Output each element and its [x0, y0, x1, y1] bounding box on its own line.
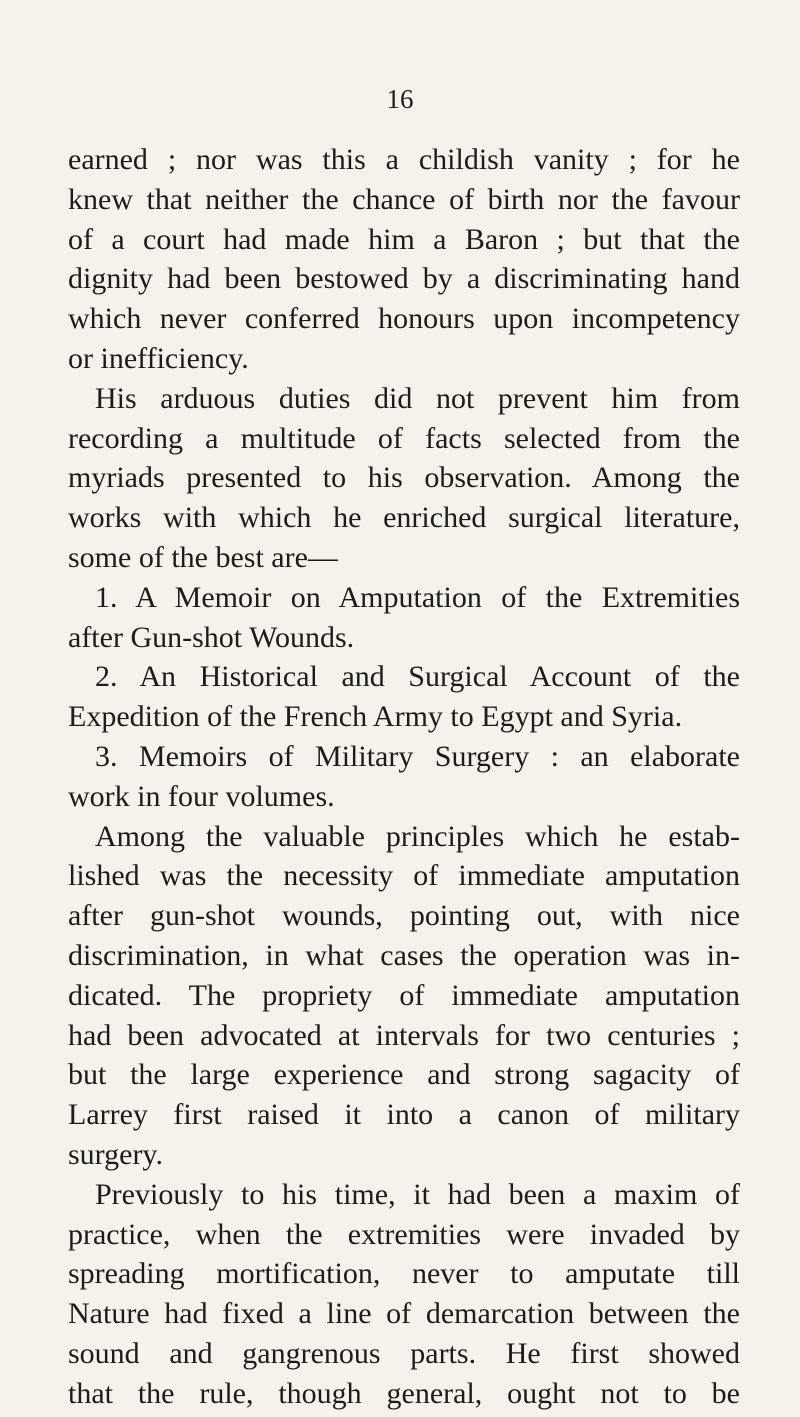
text-line: Larrey first raised it into a canon of military: [68, 1098, 740, 1132]
paragraph: [68, 578, 740, 658]
text-line: had been advocated at intervals for two centuries ;: [68, 1018, 740, 1052]
text-line: sound and gangrenous parts. He first showed: [68, 1336, 740, 1370]
text-line: discrimination, in what cases the operation was in-: [68, 938, 740, 972]
body-text: [68, 140, 740, 1414]
text-line: after Gun-shot Wounds.: [68, 620, 355, 654]
page-number: 16: [386, 84, 414, 114]
paragraph: [68, 737, 740, 817]
text-line: 2. An Historical and Surgical Account of the: [95, 660, 740, 694]
text-line: Previously to his time, it had been a maxim of: [95, 1177, 740, 1211]
text-line: Expedition of the French Army to Egypt and Syria.: [68, 700, 683, 734]
text-line: dicated. The propriety of immediate amputation: [68, 978, 740, 1012]
text-line: works with which he enriched surgical literature,: [68, 501, 740, 535]
text-line: some of the best are—: [68, 540, 338, 574]
paragraph: [68, 1175, 740, 1414]
text-line: work in four volumes.: [68, 779, 335, 813]
text-line: lished was the necessity of immediate amputation: [68, 859, 740, 893]
text-line: knew that neither the chance of birth nor the favour: [68, 182, 740, 216]
text-line: but the large experience and strong sagacity of: [68, 1058, 740, 1092]
paragraph: [68, 379, 740, 578]
text-line: spreading mortification, never to amputate till: [68, 1257, 740, 1291]
text-line: practice, when the extremities were invaded by: [68, 1217, 740, 1251]
text-line: 3. Memoirs of Military Surgery : an elaborate: [95, 739, 740, 773]
text-line: earned ; nor was this a childish vanity ; for he: [68, 143, 740, 176]
text-line: or inefficiency.: [68, 341, 249, 375]
text-line: myriads presented to his observation. Among the: [68, 461, 740, 495]
text-line: that the rule, though general, ought not to be: [68, 1376, 740, 1410]
text-line: surgery.: [68, 1137, 163, 1171]
text-line: 1. A Memoir on Amputation of the Extremities: [95, 580, 740, 614]
paragraph: [68, 817, 740, 1175]
text-line: of a court had made him a Baron ; but that the: [68, 222, 740, 256]
text-line: Nature had fixed a line of demarcation between the: [68, 1297, 740, 1331]
text-line: which never conferred honours upon incompetency: [68, 302, 740, 336]
text-line: Among the valuable principles which he estab-: [95, 819, 740, 853]
text-line: dignity had been bestowed by a discriminating hand: [68, 262, 740, 296]
text-line: after gun-shot wounds, pointing out, with nice: [68, 899, 740, 933]
paragraph: [68, 140, 740, 379]
paragraph: [68, 657, 740, 737]
text-line: His arduous duties did not prevent him from: [95, 381, 740, 415]
text-line: recording a multitude of facts selected from the: [68, 421, 740, 455]
